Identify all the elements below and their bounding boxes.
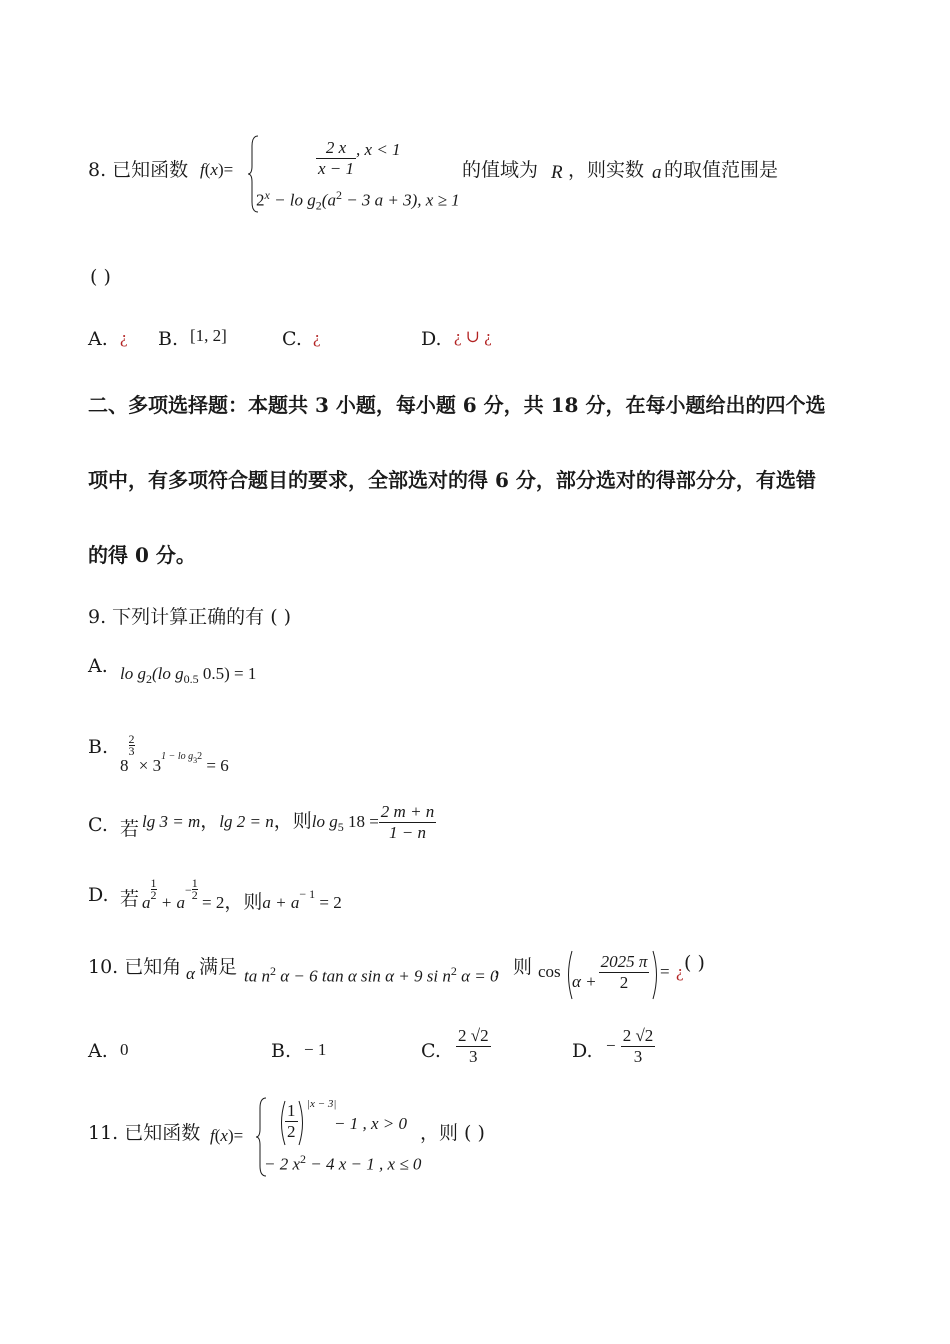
q8-option-c-label: C. xyxy=(282,328,302,350)
q10-option-a-label: A. xyxy=(88,1040,108,1062)
q10-option-c-label: C. xyxy=(421,1040,441,1062)
q8-option-c-value: ¿ xyxy=(313,328,321,347)
q9-option-c-formula: lg 3 = m，lg 2 = n，则lo $g_5$ 18 = $\frac{2 m + n}{1 - n}$ xyxy=(142,802,435,842)
q8-comma-text: ，则实数 xyxy=(568,159,645,181)
q8-mid-text: 的值域为 xyxy=(462,159,539,181)
q9-option-b-label: B. xyxy=(88,736,109,758)
q11-case2: − 2 $x^2 - 4$ x − 1 , x ≤ 0 xyxy=(264,1152,422,1174)
section2-line-3: 的得 0 分。 xyxy=(88,543,196,567)
q11-case1-exponent: |x − 3| xyxy=(307,1098,337,1110)
q10-equation: ta $n^2$ α − 6 tan α sin α + 9 si $n^2$ α = 0 xyxy=(244,964,499,986)
q9-option-d-formula: a $\frac{1}{2}$ + a− $\frac{1}{2}$ = 2，则$a + a_{- 1} = 2$ xyxy=(142,876,342,913)
section2-line-2: 项中，有多项符合题目的要求，全部选对的得 6 分，部分选对的得部分分，有选错 xyxy=(88,468,816,492)
q10-option-d-label: D. xyxy=(572,1040,593,1062)
q8-prefix: 8. 已知函数 xyxy=(88,159,189,181)
q9-option-a-formula: lo $g_2(lo$ $g_{0.5}$ 0.5) = 1 xyxy=(120,664,257,687)
q10-then: ，则 xyxy=(494,956,533,978)
q8-option-d-value: ¿ ∪ ¿ xyxy=(454,327,492,346)
q10-prefix: 10. 已知角 xyxy=(88,956,182,978)
q9-option-d-label: D. xyxy=(88,884,109,906)
q8-tail-text: 的取值范围是 xyxy=(664,159,779,181)
q10-cos: cos xyxy=(538,962,561,981)
q8-option-d-label: D. xyxy=(421,328,442,350)
q9-stem: 9. 下列计算正确的有 ( ) xyxy=(88,606,292,628)
q10-answer-paren: ( ) xyxy=(684,952,705,974)
q8-case2: $2^x$ − lo $g_2(a^2 - 3$ a + 3), x ≥ 1 xyxy=(256,188,460,213)
q10-cond-text: 满足 xyxy=(199,956,238,978)
q11-then: ，则 ( ) xyxy=(420,1122,485,1144)
q10-option-a-value: 0 xyxy=(120,1040,129,1059)
q8-func-label: f(x)= xyxy=(200,160,234,179)
q8-option-b-label: B. xyxy=(158,328,179,350)
q9-option-c-label: C. xyxy=(88,814,108,836)
q10-option-c-value: $\frac{2 √2}{3}$ xyxy=(458,1026,489,1066)
section2-line-1: 二、多项选择题：本题共 3 小题，每小题 6 分，共 18 分，在每小题给出的四个选 xyxy=(88,393,826,417)
q9-option-a-label: A. xyxy=(88,655,108,677)
q11-case1-rest: − 1 , x > 0 xyxy=(334,1114,407,1133)
q10-option-b-label: B. xyxy=(271,1040,292,1062)
q11-case1: $\frac{1}{2}$ xyxy=(287,1101,296,1141)
q10-option-d-value: − $\frac{2 √2}{3}$ xyxy=(606,1026,654,1066)
q8-option-a-label: A. xyxy=(88,328,108,350)
q10-question-mark: ¿ xyxy=(676,962,684,981)
q11-prefix: 11. 已知函数 xyxy=(88,1122,201,1144)
q9-option-b-formula: 8 $\frac{2}{3}$ × 31 − lo $g_32 = 6$ xyxy=(120,732,229,775)
q8-option-b-value: [1, 2] xyxy=(190,326,227,345)
q11-right-paren-icon xyxy=(298,1100,306,1146)
q8-a: a xyxy=(652,162,662,183)
q10-alpha: α xyxy=(186,964,195,983)
q8-answer-paren: ( ) xyxy=(90,266,111,288)
q10-option-b-value: − 1 xyxy=(304,1040,327,1059)
q10-right-paren-icon xyxy=(652,950,660,1000)
q9-option-d-ruo: 若 xyxy=(120,888,140,910)
q9-option-c-ruo: 若 xyxy=(120,818,140,840)
q8-option-a-value: ¿ xyxy=(120,328,128,347)
q10-eq-end: = xyxy=(660,962,670,981)
q10-cos-argument: α + $\frac{2025 \pi}{2}$ xyxy=(572,952,648,992)
q8-R: R xyxy=(551,162,563,183)
q11-func-label: f(x)= xyxy=(210,1126,244,1145)
q8-case1: $\frac{2 x}{x - 1}$ , x < 1 xyxy=(318,138,401,178)
